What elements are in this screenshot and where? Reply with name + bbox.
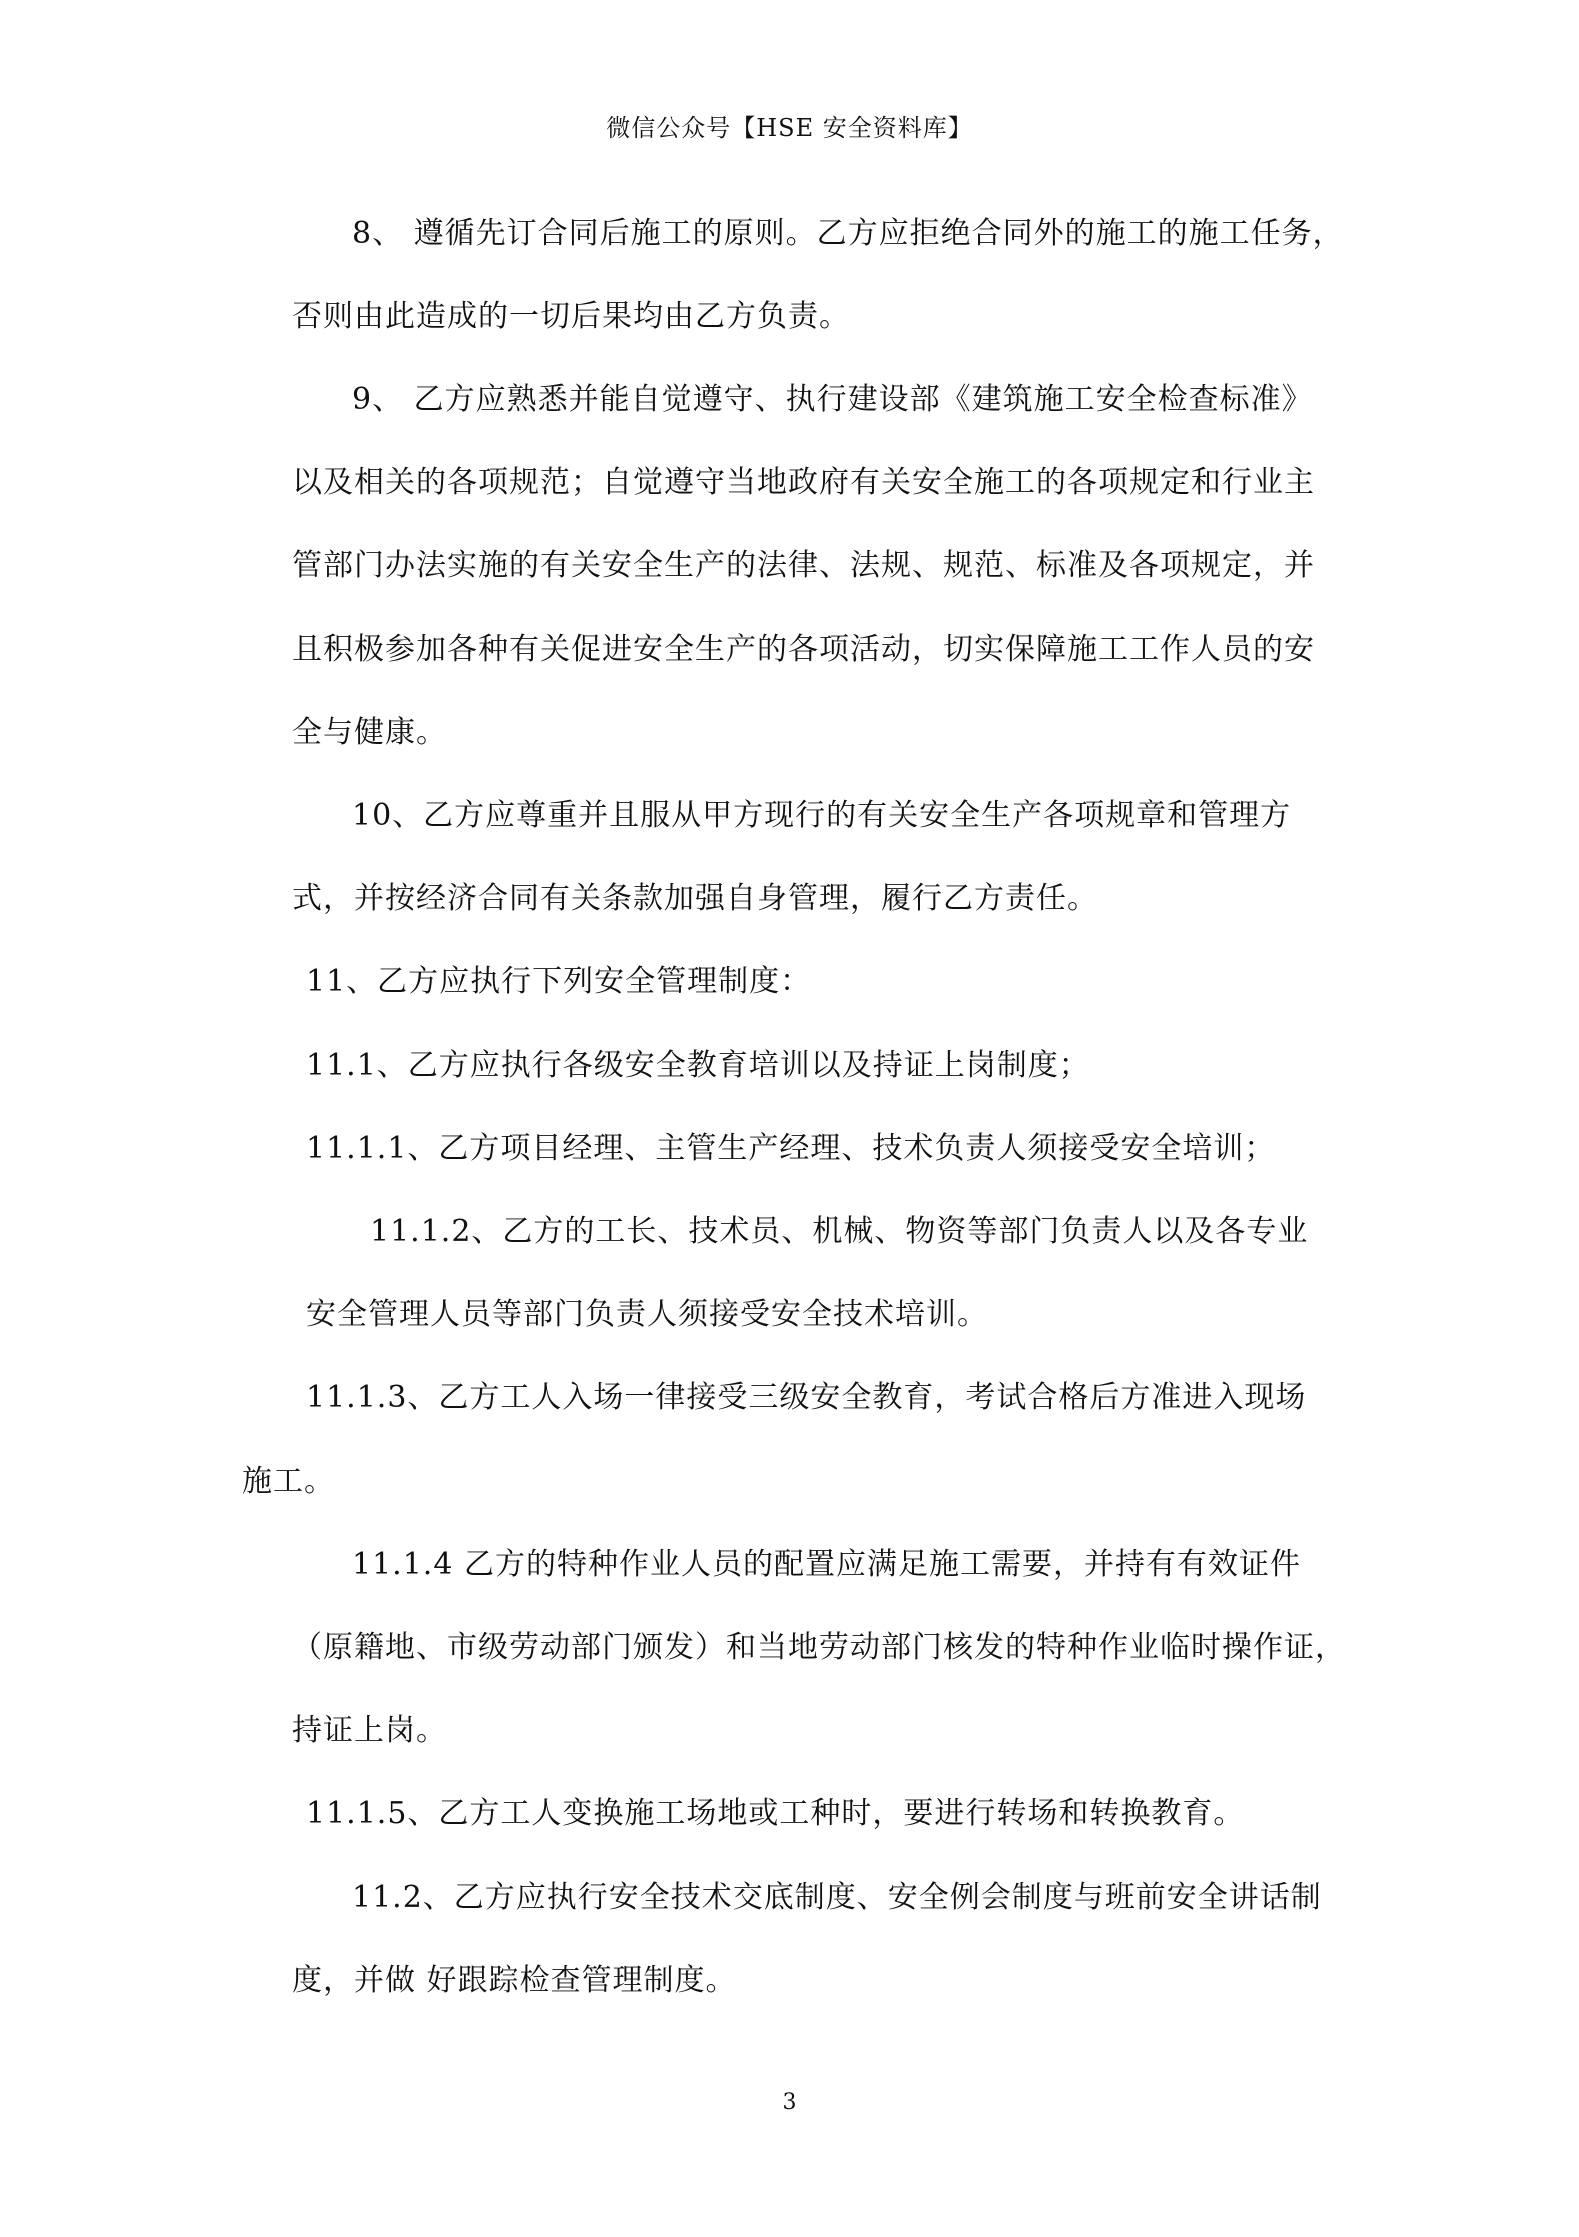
text-line: 施工。 <box>242 1464 335 1499</box>
text-line: 安全管理人员等部门负责人须接受安全技术培训。 <box>306 1297 988 1332</box>
page-number: 3 <box>782 2090 797 2115</box>
text-line: 11.1.1、乙方项目经理、主管生产经理、技术负责人须接受安全培训； <box>306 1131 1276 1166</box>
text-line: 11、乙方应执行下列安全管理制度： <box>306 964 812 999</box>
text-line: 持证上岗。 <box>292 1713 447 1748</box>
text-line: 11.2、乙方应执行安全技术交底制度、安全例会制度与班前安全讲话制 <box>352 1880 1322 1915</box>
text-line: 9、 乙方应熟悉并能自觉遵守、执行建设部《建筑施工安全检查标准》 <box>352 382 1313 417</box>
text-line: 11.1.5、乙方工人变换施工场地或工种时，要进行转场和转换教育。 <box>306 1796 1245 1831</box>
text-line: 全与健康。 <box>292 715 447 750</box>
text-line: 11.1、乙方应执行各级安全教育培训以及持证上岗制度； <box>306 1048 1090 1083</box>
page-header: 微信公众号【HSE 安全资料库】 <box>606 114 973 142</box>
text-line: 管部门办法实施的有关安全生产的法律、法规、规范、标准及各项规定，并 <box>292 548 1315 583</box>
text-line: （原籍地、市级劳动部门颁发）和当地劳动部门核发的特种作业临时操作证， <box>292 1630 1346 1665</box>
text-line: 否则由此造成的一切后果均由乙方负责。 <box>292 299 850 334</box>
text-line: 11.1.3、乙方工人入场一律接受三级安全教育，考试合格后方准进入现场 <box>306 1380 1307 1415</box>
text-line: 11.1.4 乙方的特种作业人员的配置应满足施工需要，并持有有效证件 <box>352 1547 1301 1582</box>
text-line: 以及相关的各项规范；自觉遵守当地政府有关安全施工的各项规定和行业主 <box>292 465 1315 500</box>
text-line: 8、 遵循先订合同后施工的原则。乙方应拒绝合同外的施工的施工任务， <box>352 216 1344 251</box>
text-line: 度，并做 好跟踪检查管理制度。 <box>292 1963 737 1998</box>
text-line: 式，并按经济合同有关条款加强自身管理，履行乙方责任。 <box>292 881 1098 916</box>
text-line: 11.1.2、乙方的工长、技术员、机械、物资等部门负责人以及各专业 <box>370 1214 1309 1249</box>
text-line: 10、乙方应尊重并且服从甲方现行的有关安全生产各项规章和管理方 <box>352 798 1292 833</box>
text-line: 且积极参加各种有关促进安全生产的各项活动，切实保障施工工作人员的安 <box>292 632 1315 667</box>
